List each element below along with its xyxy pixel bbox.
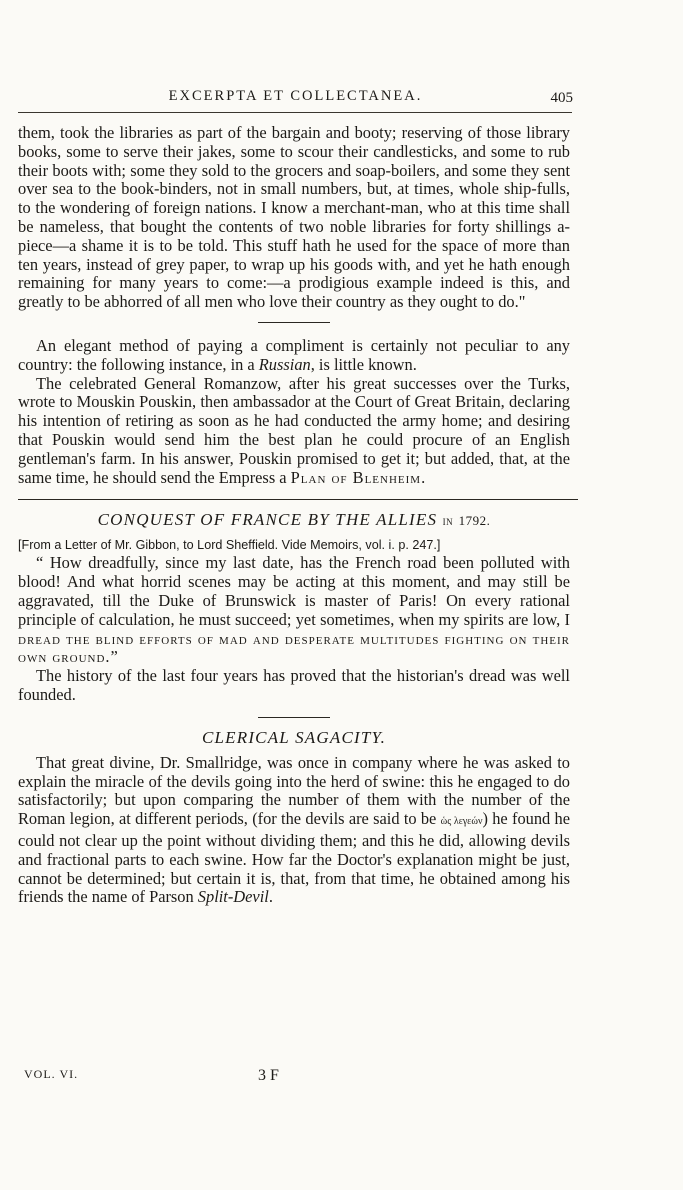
header-rule (18, 112, 572, 113)
running-title: EXCERPTA ET COLLECTANEA. (168, 88, 423, 104)
heading-clerical: CLERICAL SAGACITY. (201, 727, 387, 747)
running-head (18, 88, 573, 110)
section-divider (258, 322, 330, 323)
paragraph-compliment: An elegant method of paying a compliment is certainly not peculiar to any country: the following instance, in a Russian, is little known. (18, 335, 570, 374)
heading-conquest: CONQUEST OF FRANCE BY THE ALLIES in 1792. (97, 510, 491, 530)
page-body (18, 124, 570, 907)
signature-mark: 3 F (258, 1067, 279, 1084)
page-footer (24, 1067, 564, 1087)
page-number: 405 (550, 90, 573, 106)
paragraph-smallridge: That great divine, Dr. Smallridge, was once in company where he was asked to explain the miracle of the devils going into the herd of swine: this he engaged to do satisfactorily; but upon comparing the number of them with the number of the Roman legion, at different periods, (for the devils are said to be ὡς λεγεών) he found he could not clear up the point without dividing them; and this he did, allowing devils and fractional parts to each swine. How far the Doctor's explanation might be just, cannot be determined; but certain it is, that, from that time, he obtained among his friends the name of Parson Split-Devil. (18, 752, 570, 907)
paragraph-romanzow: The celebrated General Romanzow, after his great successes over the Turks, wrote to Mouskin Pouskin, then ambassador at the Court of Great Britain, declaring his intention of retiring as soon as he had conducted the army home; and desiring that Pouskin would send him the best plan he could procure of an English gentleman's farm. In his answer, Pouskin promised to get it; but added, that, at the same time, he should send the Empress a Plan of Blenheim. (18, 373, 570, 487)
source-citation: [From a Letter of Mr. Gibbon, to Lord Sheffield. Vide Memoirs, vol. i. p. 247.] (18, 538, 441, 553)
section-divider-long (18, 499, 578, 500)
paragraph-library-books: them, took the libraries as part of the bargain and booty; reserving of those library books, some to serve their jakes, some to scour their candlesticks, and some to rub their boots with; some they sold to the grocers and soap-boilers, and some they sent over sea to the book-binders, not in small numbers, but, at times, whole ship-fulls, to the wondering of foreign nations. I know a merchant-man, who at this time shall be nameless, that bought the contents of two noble libraries for forty shillings a-piece—a shame it is to be told. This stuff hath he used for the space of more than ten years, instead of grey paper, to wrap up his goods with, and yet he hath enough remaining for many years to come:—a prodigious example indeed is this, and greatly to be abhorred of all men who love their country as they ought to do." (18, 123, 570, 312)
section-divider (258, 717, 330, 718)
volume-label: VOL. VI. (24, 1067, 79, 1081)
quote-gibbon: “ How dreadfully, since my last date, has the French road been polluted with blood! And what horrid scenes may be acting at this moment, and may still be aggravated, till the Duke of Brunswick is master of Paris! On every rational principle of calculation, he must succeed; yet sometimes, when my spirits are low, I dread the blind efforts of mad and desperate multitudes fighting on their own ground.” (18, 553, 570, 667)
paragraph-historian: The history of the last four years has proved that the historian's dread was well founded. (18, 666, 570, 704)
